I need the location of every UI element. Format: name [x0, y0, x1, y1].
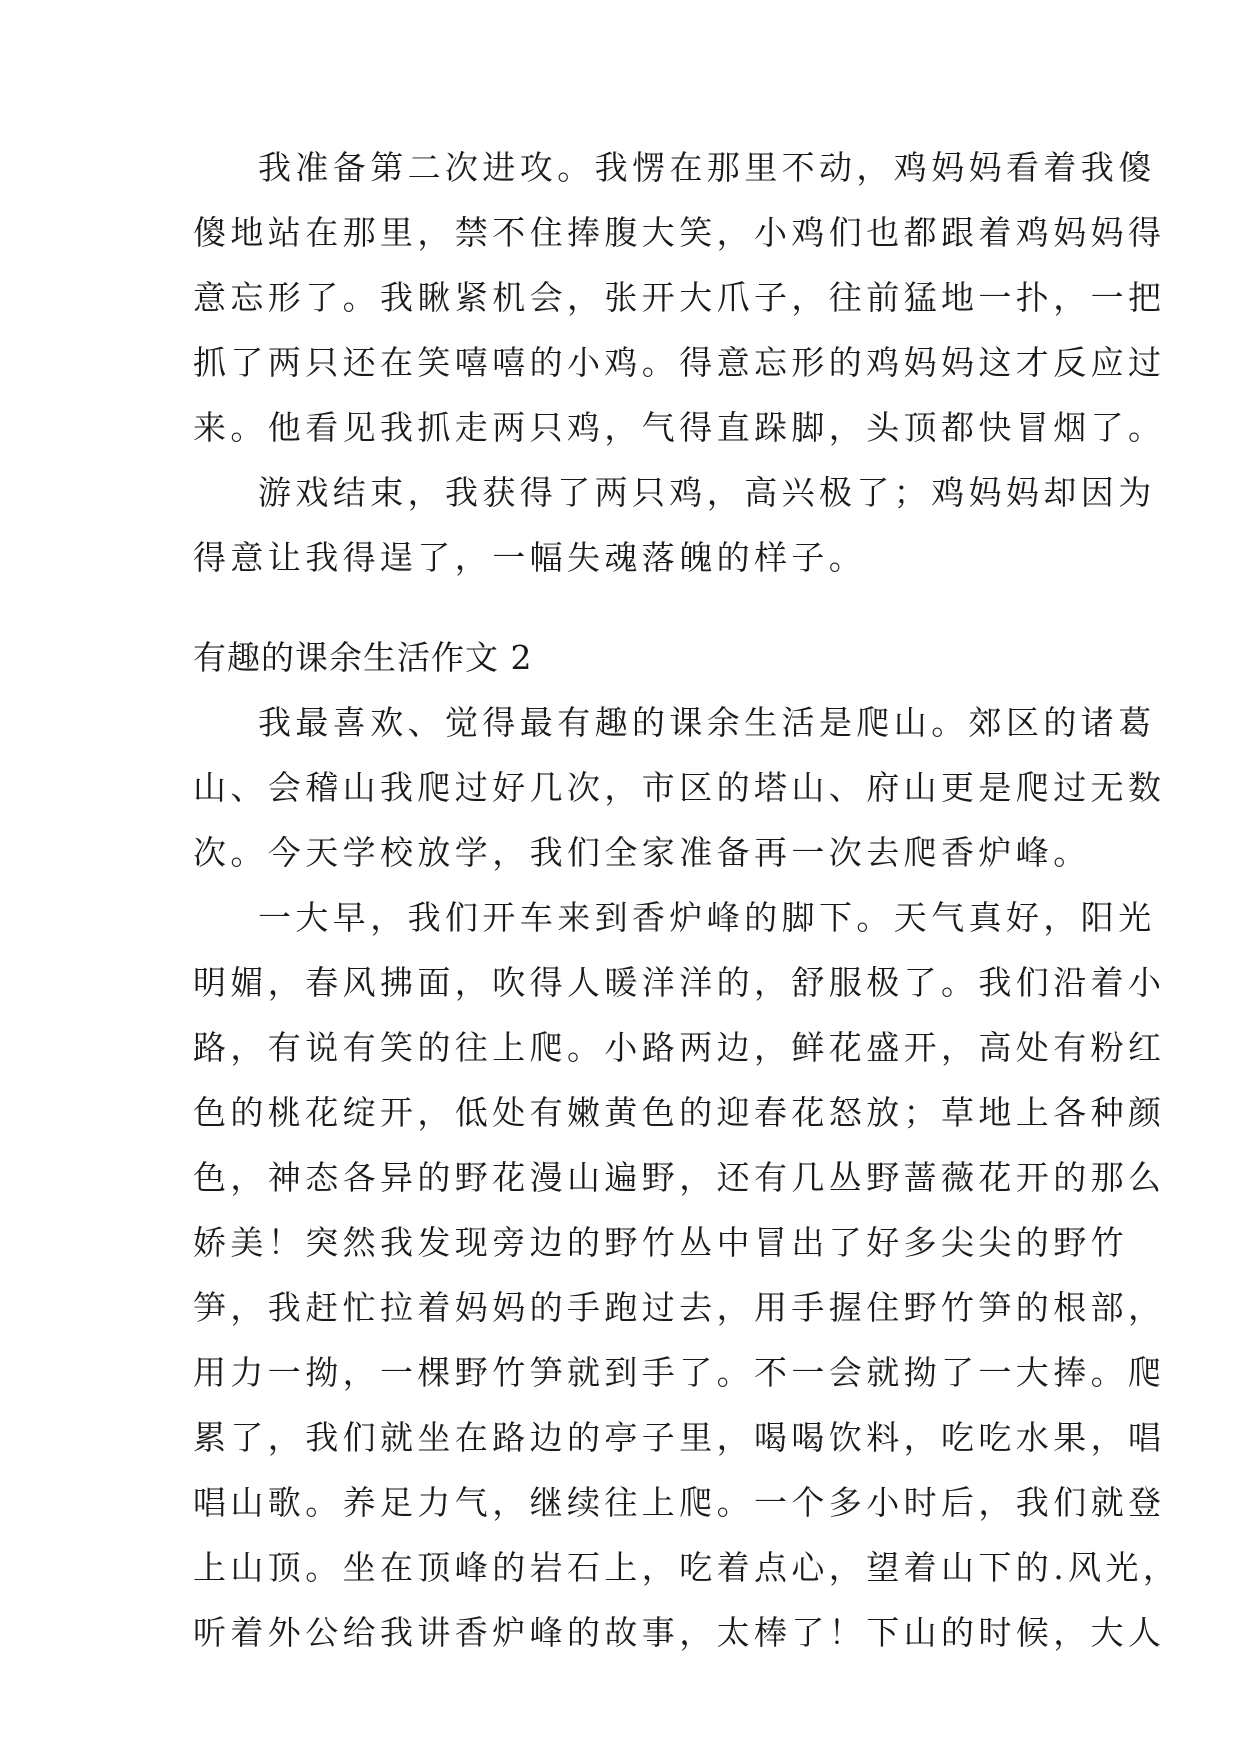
paragraph-line: 娇美！突然我发现旁边的野竹丛中冒出了好多尖尖的野竹	[193, 1223, 1128, 1262]
paragraph-line: 一大早，我们开车来到香炉峰的脚下。天气真好，阳光	[258, 898, 1156, 937]
section-title: 有趣的课余生活作文 2	[193, 638, 533, 677]
paragraph-line: 明媚，春风拂面，吹得人暖洋洋的，舒服极了。我们沿着小	[193, 963, 1166, 1002]
paragraph-line: 笋，我赶忙拉着妈妈的手跑过去，用手握住野竹笋的根部，	[193, 1288, 1166, 1327]
paragraph-line: 色的桃花绽开，低处有嫩黄色的迎春花怒放；草地上各种颜	[193, 1093, 1166, 1132]
paragraph-line: 累了，我们就坐在路边的亭子里，喝喝饮料，吃吃水果，唱	[193, 1418, 1166, 1457]
paragraph-line: 来。他看见我抓走两只鸡，气得直跺脚，头顶都快冒烟了。	[193, 408, 1166, 447]
paragraph-line: 意忘形了。我瞅紧机会，张开大爪子，往前猛地一扑，一把	[193, 278, 1166, 317]
paragraph-line: 得意让我得逞了，一幅失魂落魄的样子。	[193, 538, 867, 577]
paragraph-line: 上山顶。坐在顶峰的岩石上，吃着点心，望着山下的.风光，	[193, 1548, 1181, 1587]
paragraph-line: 抓了两只还在笑嘻嘻的小鸡。得意忘形的鸡妈妈这才反应过	[193, 343, 1166, 382]
paragraph-line: 路，有说有笑的往上爬。小路两边，鲜花盛开，高处有粉红	[193, 1028, 1166, 1067]
paragraph-line: 傻地站在那里，禁不住捧腹大笑，小鸡们也都跟着鸡妈妈得	[193, 213, 1166, 252]
paragraph-line: 用力一拗，一棵野竹笋就到手了。不一会就拗了一大捧。爬	[193, 1353, 1166, 1392]
paragraph-line: 次。今天学校放学，我们全家准备再一次去爬香炉峰。	[193, 833, 1091, 872]
paragraph-line: 听着外公给我讲香炉峰的故事，太棒了！下山的时候，大人	[193, 1613, 1166, 1652]
paragraph-line: 游戏结束，我获得了两只鸡，高兴极了；鸡妈妈却因为	[258, 473, 1156, 512]
paragraph-line: 色，神态各异的野花漫山遍野，还有几丛野蔷薇花开的那么	[193, 1158, 1166, 1197]
paragraph-line: 山、会稽山我爬过好几次，市区的塔山、府山更是爬过无数	[193, 768, 1166, 807]
paragraph-line: 我最喜欢、觉得最有趣的课余生活是爬山。郊区的诸葛	[258, 703, 1156, 742]
paragraph-line: 唱山歌。养足力气，继续往上爬。一个多小时后，我们就登	[193, 1483, 1166, 1522]
paragraph-line: 我准备第二次进攻。我愣在那里不动，鸡妈妈看着我傻	[258, 148, 1156, 187]
